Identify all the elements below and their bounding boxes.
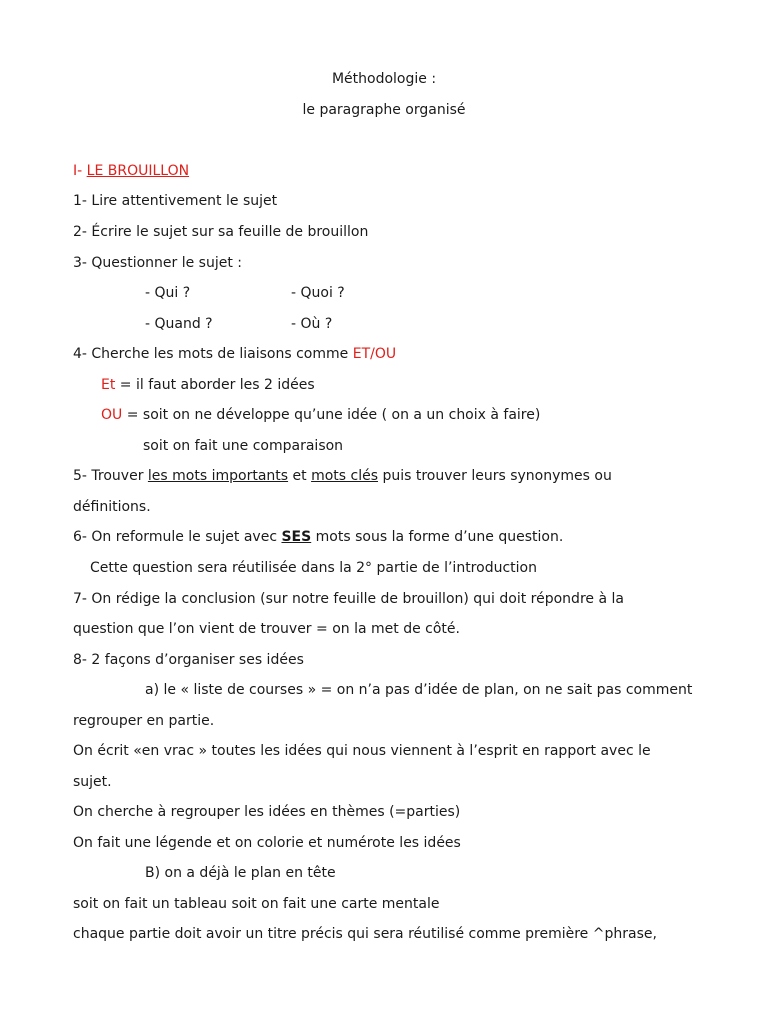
step-2: 2- Écrire le sujet sur sa feuille de brouillon — [73, 224, 369, 240]
step-8-a: a) le « liste de courses » = on n’a pas d’idée de plan, on ne sait pas comment — [145, 682, 693, 698]
step-8-a-legend: On fait une légende et on colorie et numérote les idées — [73, 835, 461, 851]
ou-definition — [101, 406, 540, 424]
step-7-continued: question que l’on vient de trouver = on la met de côté. — [73, 621, 460, 637]
step-8-a-regroup: On cherche à regrouper les idées en thèmes (=parties) — [73, 804, 461, 820]
question-ou: - Où ? — [291, 316, 333, 332]
section-title: LE BROUILLON — [86, 163, 190, 179]
step-6-part-c: mots sous la forme d’une question. — [311, 529, 564, 545]
step-8-a-continued: regrouper en partie. — [73, 713, 215, 729]
et-definition — [101, 376, 315, 394]
step-5-key-words: mots clés — [311, 468, 379, 484]
step-8-b-table: soit on fait un tableau soit on fait une carte mentale — [73, 896, 440, 912]
step-5-part-e: puis trouver leurs synonymes ou — [378, 468, 612, 484]
step-6-part-a: 6- On reformule le sujet avec — [73, 529, 282, 545]
step-8: 8- 2 façons d’organiser ses idées — [73, 652, 304, 668]
et-word: Et — [101, 377, 116, 393]
step-1: 1- Lire attentivement le sujet — [73, 193, 278, 209]
step-8-b-title: chaque partie doit avoir un titre précis qui sera réutilisé comme première ^phrase, — [73, 926, 657, 942]
step-5-continued: définitions. — [73, 499, 151, 515]
step-5-part-c: et — [288, 468, 312, 484]
step-8-b: B) on a déjà le plan en tête — [145, 865, 336, 881]
question-quand: - Quand ? — [145, 316, 213, 332]
ou-definition-continued: soit on fait une comparaison — [143, 438, 344, 454]
step-4-connectors: ET/OU — [352, 346, 397, 362]
step-8-a-vrac: On écrit «en vrac » toutes les idées qui nous viennent à l’esprit en rapport avec le — [73, 743, 651, 759]
ou-word: OU — [101, 407, 123, 423]
step-6 — [73, 528, 563, 546]
ou-text: = soit on ne développe qu’une idée ( on a un choix à faire) — [122, 407, 541, 423]
step-4 — [73, 345, 396, 363]
question-qui: - Qui ? — [145, 285, 191, 301]
step-7: 7- On rédige la conclusion (sur notre feuille de brouillon) qui doit répondre à la — [73, 591, 624, 607]
question-quoi: - Quoi ? — [291, 285, 345, 301]
step-8-a-vrac-continued: sujet. — [73, 774, 112, 790]
step-5 — [73, 467, 612, 485]
document-subtitle: le paragraphe organisé — [302, 102, 466, 118]
step-6-ses: SES — [281, 529, 312, 545]
section-number: I- — [73, 163, 87, 179]
step-3: 3- Questionner le sujet : — [73, 255, 242, 271]
document-title: Méthodologie : — [331, 71, 437, 87]
step-4-text: 4- Cherche les mots de liaisons comme — [73, 346, 353, 362]
step-6-note: Cette question sera réutilisée dans la 2° partie de l’introduction — [90, 560, 537, 576]
et-text: = il faut aborder les 2 idées — [115, 377, 315, 393]
section-heading — [73, 162, 189, 180]
step-5-part-a: 5- Trouver — [73, 468, 148, 484]
step-5-important-words: les mots importants — [147, 468, 289, 484]
